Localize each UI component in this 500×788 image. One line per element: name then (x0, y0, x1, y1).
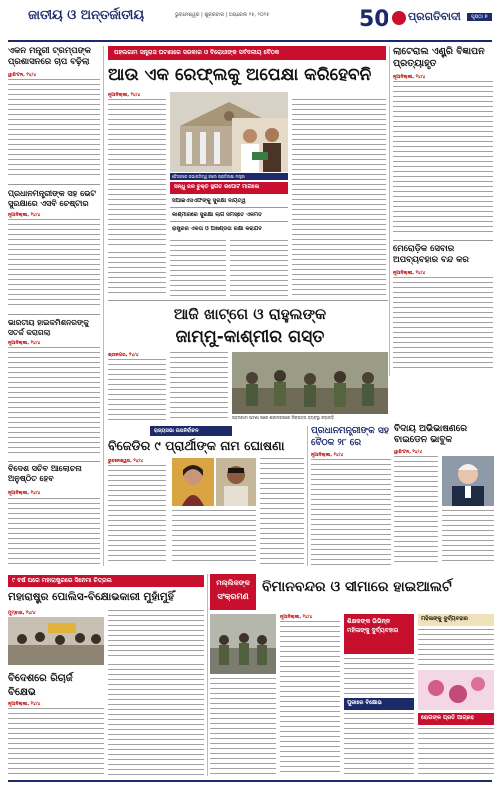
bottom-body-col2 (108, 664, 204, 776)
side-box-2 (418, 614, 494, 626)
meeting-photo (232, 118, 288, 172)
biden-headline: ବିଦାୟ ଅଭିଭାଷଣରେ ବାଇଡେନ ଭାବୁକ (394, 424, 468, 445)
lead-bullet-1 (170, 182, 288, 194)
bullet-4-text: ରାଷ୍ଟ୍ରର ଏକତା ଓ ଅଖଣ୍ଡତା ରକ୍ଷା କରାଯିବ (172, 226, 262, 232)
left-story4-byline-wrap (8, 490, 100, 570)
footer-rule (8, 780, 492, 782)
airport-headline: ବିମାନବନ୍ଦର ଓ ସୀମାରେ ହାଇଆଲର୍ଟ (262, 579, 452, 595)
column-divider (103, 46, 104, 566)
bottom-kicker (8, 575, 204, 587)
side-box-4-text: ରୋଗଙ୍କ ପ୍ରତି ଆଗ୍ରହ (421, 715, 474, 721)
badge-line1: ମଲ୍ଲିକଙ୍କ (216, 579, 250, 587)
right-story2-headline: ମେରୋଡ଼ିକ ସେବାର ଅପବ୍ୟବହାର ବନ୍ଦ କର (393, 244, 469, 265)
man-portrait-image (216, 458, 256, 506)
side-box-1-body (344, 658, 414, 694)
pm-body (311, 459, 391, 565)
biden-body-a (394, 456, 438, 565)
masthead (0, 0, 500, 38)
woman-portrait-image (172, 458, 214, 506)
candidates-body-col1 (108, 465, 166, 565)
protest-photo (8, 617, 104, 665)
divider (8, 314, 100, 315)
anniversary-logo (358, 4, 388, 32)
bullet-1-text: ସିନ୍ଧୁ ଜଳ ଚୁକ୍ତି ସ୍ଥଗିତ ରିପୋର୍ଟ ମାଗିଲେ (174, 184, 260, 190)
side-box-2-body (418, 629, 494, 667)
column-divider (307, 426, 308, 566)
lead-body-col2 (170, 240, 226, 296)
lead-kicker-text: ପହଲଗାମ ସନ୍ତ୍ରାସ ଘଟଣାରେ ସରକାର ଓ ବିରୋଧୀଙ୍କ ସର୍ବଦଳୀୟ ବୈଠକ (114, 49, 280, 56)
left-story1-body (8, 79, 100, 179)
right-story2-body (393, 277, 493, 372)
candidates-body-col3 (260, 458, 304, 565)
left-story3-byline: ନୂଆଦିଲ୍ଲୀ, ୨୪/୪ (8, 341, 41, 346)
left-story1-headline: ଏକନ ମନ୍ତ୍ରୀ ଟ୍ରମ୍ପଙ୍କ ପ୍ରଶାସନରେ ଚାପ ବଢ଼ିଲା (8, 46, 91, 67)
biden-photo (442, 456, 494, 506)
side-box-4 (418, 713, 494, 725)
side-box-4-body (418, 728, 494, 776)
left-column (8, 46, 100, 486)
mid-byline: ଶ୍ରୀନଗର, ୨୪/୪ (108, 353, 139, 358)
mid-headline-line2: ଜାମ୍ମୁ-କାଶ୍ମୀର ଗସ୍ତ (175, 327, 325, 347)
bullet-3-text: କାଶ୍ମୀରରେ ସୁରକ୍ଷା ଲାଗି ସମସ୍ତେ ଏକମତ (172, 212, 262, 218)
side-box-3 (344, 698, 414, 710)
lead-photo-caption: ବୈଠକରେ ସଭାପତିତ୍ୱ କଲେ ପ୍ରତିରକ୍ଷା ମନ୍ତ୍ରୀ (170, 173, 288, 180)
security-forces-image (232, 352, 388, 414)
left-story3-body (8, 347, 100, 457)
svg-text:50: 50 (359, 7, 388, 32)
left-story2-byline: ନୂଆଦିଲ୍ଲୀ, ୨୪/୪ (8, 213, 41, 218)
bottom-headline: ମହାରାଷ୍ଟ୍ର ପୋଲିସ-ବିକ୍ଷୋଭକାରୀ ମୁହାଁମୁହିଁ (8, 591, 174, 603)
divider (8, 184, 100, 185)
lead-body-col1 (108, 99, 166, 249)
airport-security-image (210, 614, 276, 674)
column-divider (389, 46, 390, 376)
left-story4-byline: ନୂଆଦିଲ୍ଲୀ, ୨୪/୪ (8, 491, 41, 496)
left-story2-headline: ପ୍ରଧାନମନ୍ତ୍ରୀଙ୍କ ସହ ଭେଟ ସୁରକ୍ଷାରେ ଏସବି ଚେଷ୍ଟାର (8, 189, 96, 208)
candidates-byline: ଭୁବନେଶ୍ୱର, ୨୪/୪ (108, 459, 144, 464)
airport-body-col1 (280, 621, 340, 776)
sub-body (8, 708, 104, 776)
bottom-byline: ମୁମ୍ବାଇ, ୨୪/୪ (8, 611, 36, 616)
candidates-kicker-text: ରାଜ୍ୟସଭା ଉପନିର୍ବାଚନ (154, 428, 199, 434)
masthead-rule (8, 40, 492, 42)
lead-bullet-2 (170, 196, 288, 208)
side-box-3-body (344, 713, 414, 776)
brand-name: ପ୍ରଗତିବାଦୀ (408, 10, 461, 23)
lead-body-col3 (230, 240, 288, 296)
right-story1-body-a (393, 81, 493, 236)
biden-byline: ୱାଶିଂଟନ, ୨୪/୪ (394, 450, 423, 455)
side-box-3-text: ପୁରୀରେ ବିକ୍ଷୋଭ (347, 700, 382, 706)
badge-line2: ସଂକ୍ରମଣ (217, 592, 249, 601)
right-story2-byline: ନୂଆଦିଲ୍ଲୀ, ୨୪/୪ (393, 271, 426, 276)
bacteria-image (418, 670, 494, 710)
left-story4-body (8, 498, 100, 568)
pm-headline-line2: ବୈଠକ ୨୮ ରେ (311, 438, 362, 448)
map-graphic (418, 670, 494, 710)
lead-kicker (108, 46, 386, 60)
protest-image (8, 617, 104, 665)
left-story3-headline: ଭାରତୀୟ ହାଇକମିଶନରଙ୍କୁ ସତର୍କ କରାଗଲା (8, 318, 89, 337)
biden-body-b (442, 510, 494, 565)
people-image (232, 118, 288, 172)
pm-byline: ନୂଆଦିଲ୍ଲୀ, ୨୪/୪ (311, 453, 344, 458)
brand-circle-icon (392, 11, 406, 25)
sub-headline-2: ବିକ୍ଷେଭ (8, 687, 36, 698)
candidates-headline: ବିଜେଡିର ୯ ପ୍ରାର୍ଥୀଙ୍କ ନାମ ଘୋଷଣା (108, 438, 285, 453)
right-story1-byline: ନୂଆଦିଲ୍ଲୀ, ୨୪/୪ (393, 75, 426, 80)
section-title: ଜାତୀୟ ଓ ଅନ୍ତର୍ଜାତୀୟ (28, 8, 145, 23)
bullet-2-text: ସିଆଇଏସଏଫଙ୍କୁ ସୁରକ୍ଷା ଦାୟିତ୍ୱ (172, 198, 246, 204)
lead-byline: ନୂଆଦିଲ୍ଲୀ, ୨୪/୪ (108, 93, 141, 98)
left-story4-headline: ବିଦେଶ ସଚିବ ଆଲୋଚନା ଅନୁଷ୍ଠିତ ହେବ (8, 464, 82, 483)
side-box-1-text: ଶିକ୍ଷକଙ୍କ ଭିଭିନ୍ନ ମହିଳାଙ୍କୁ ଦୁର୍ବ୍ୟବହାର (347, 618, 399, 634)
airport-photo (210, 614, 276, 674)
side-box-2-text: ମହିଳାଙ୍କୁ ଦୁର୍ବ୍ୟବହାର (421, 616, 468, 622)
candidate-photo-1 (172, 458, 214, 506)
bottom-kicker-text: ୯ ବର୍ଷ ପରେ ମହାରାଷ୍ଟ୍ରରେ ସିନେମା ଚିତ୍ରଲ (12, 577, 112, 584)
mid-headline-line1: ଆଜି ଖାଟ୍ଗେ ଓ ରାହୁଲଙ୍କ (173, 305, 327, 323)
side-box-1 (344, 614, 414, 654)
right-story1-headline: ଲାଟେରାଲ ଏଣ୍ଟ୍ରି ବିଜ୍ଞାପନ ପ୍ରତ୍ୟାହୃତ (393, 46, 485, 69)
left-story1-byline: ୱାଶିଂଟନ, ୨୪/୪ (8, 73, 37, 78)
sub-headline: ବିଦେଶରେ ରିଚାର୍ଜ (8, 673, 73, 684)
divider (8, 461, 100, 462)
sub-byline: ନୂଆଦିଲ୍ଲୀ, ୨୪/୪ (8, 702, 41, 707)
column-divider (207, 574, 208, 776)
airport-body-col0 (210, 678, 276, 776)
page-label: ପୃଷ୍ଠା ୭ (467, 13, 492, 21)
pm-headline-line1: ପ୍ରଧାନମନ୍ତ୍ରୀଙ୍କ ସହ (311, 426, 389, 436)
lead-body-col1b (108, 252, 166, 296)
mid-photo (232, 352, 388, 414)
mid-photo-caption: ପହଲଗାମ ଘଟଣା ପରେ ଶ୍ରୀନଗରରେ ନିରାପତ୍ତା ବ୍ୟବସ୍ଥା କଡ଼ାକଡ଼ି (232, 415, 334, 420)
candidate-photo-2 (216, 458, 256, 506)
lead-bullet-3 (170, 210, 288, 222)
lead-bullet-4 (170, 224, 288, 236)
divider (393, 240, 493, 241)
bottom-body-col1 (108, 610, 204, 660)
masthead-date: ଭୁବନେଶ୍ୱର | ଶୁକ୍ରବାର | ଅପ୍ରେଲ ୨୫, ୨୦୨୫ (175, 12, 270, 18)
mid-body-col2 (170, 352, 228, 421)
candidates-kicker (150, 426, 232, 436)
lead-body-col4 (292, 99, 386, 296)
left-story2-body (8, 219, 100, 309)
airport-byline: ନୂଆଦିଲ୍ଲୀ, ୨୪/୪ (280, 615, 313, 620)
candidates-body-col2 (172, 510, 256, 565)
fifty-years-icon (358, 4, 388, 32)
section-rule (108, 300, 388, 301)
lead-headline: ଆଉ ଏକ ରେଫ୍ଲକୁ ଅପେକ୍ଷା କରିହେବନି (108, 65, 372, 85)
mallik-badge (210, 574, 256, 610)
mid-body-col1 (108, 359, 166, 421)
politician-image (442, 456, 494, 506)
